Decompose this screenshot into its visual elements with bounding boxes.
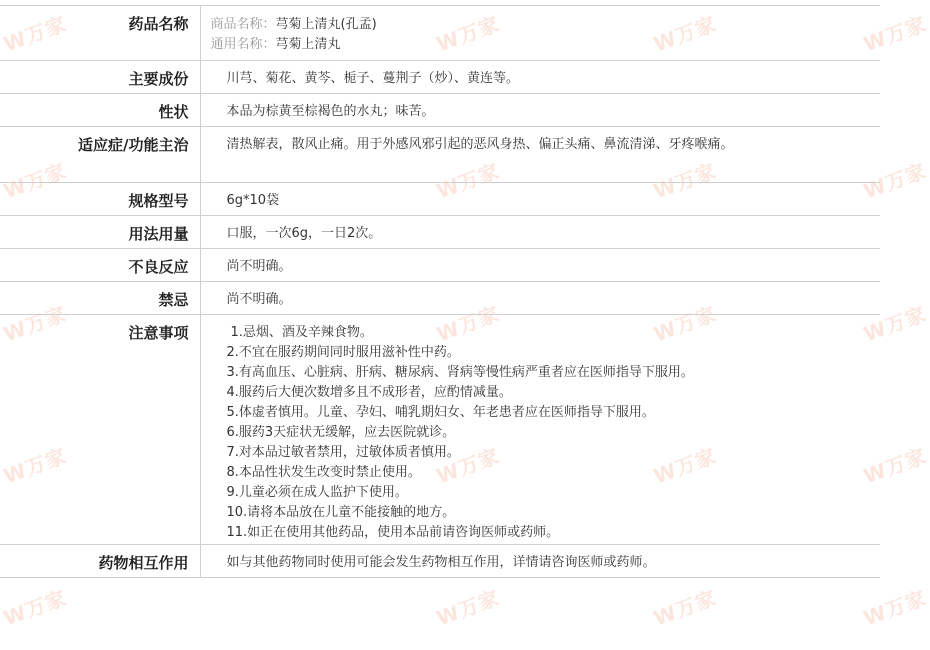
label-usage: 用法用量 (0, 216, 200, 249)
value-ingredients: 川芎、菊花、黄芩、栀子、蔓荆子（炒）、黄连等。 (200, 61, 880, 94)
watermark: W万家 (433, 301, 503, 347)
label-drug-name: 药品名称 (0, 6, 200, 61)
value-adverse: 尚不明确。 (200, 249, 880, 282)
value-interactions: 如与其他药物同时使用可能会发生药物相互作用，详情请咨询医师或药师。 (200, 545, 880, 578)
value-drug-name (200, 6, 880, 61)
list-item: 2.不宜在服药期间同时服用滋补性中药。 (226, 345, 460, 360)
watermark: W万家 (860, 585, 930, 631)
label-adverse: 不良反应 (0, 249, 200, 282)
list-item: 11.如正在使用其他药品，使用本品前请咨询医师或药师。 (226, 525, 560, 540)
row-properties (0, 94, 880, 127)
value-precautions (200, 315, 880, 545)
generic-name-line (211, 35, 881, 55)
value-contraindications: 尚不明确。 (200, 282, 880, 315)
list-item: 3.有高血压、心脏病、肝病、糖尿病、肾病等慢性病严重者应在医师指导下服用。 (226, 365, 694, 380)
value-indications: 清热解表，散风止痛。用于外感风邪引起的恶风身热、偏正头痛、鼻流清涕、牙疼喉痛。 (200, 127, 880, 183)
list-item: 1.忌烟、酒及辛辣食物。 (230, 325, 373, 340)
value-spec: 6g*10袋 (200, 183, 880, 216)
watermark: W万家 (860, 11, 930, 57)
watermark: W万家 (433, 585, 503, 631)
list-item: 6.服药3天症状无缓解，应去医院就诊。 (226, 425, 456, 440)
label-precautions: 注意事项 (0, 315, 200, 545)
row-spec (0, 183, 880, 216)
label-contraindications: 禁忌 (0, 282, 200, 315)
watermark: W万家 (0, 443, 70, 489)
watermark: W万家 (860, 443, 930, 489)
list-item: 8.本品性状发生改变时禁止使用。 (226, 465, 421, 480)
label-properties: 性状 (0, 94, 200, 127)
generic-name-value: 芎菊上清丸 (275, 37, 341, 52)
label-interactions: 药物相互作用 (0, 545, 200, 578)
watermark: W万家 (0, 11, 70, 57)
watermark: W万家 (650, 301, 720, 347)
watermark: W万家 (650, 11, 720, 57)
row-adverse (0, 249, 880, 282)
list-item: 7.对本品过敏者禁用，过敏体质者慎用。 (226, 445, 460, 460)
watermark: W万家 (650, 443, 720, 489)
watermark: W万家 (433, 158, 503, 204)
label-ingredients: 主要成份 (0, 61, 200, 94)
row-usage (0, 216, 880, 249)
label-indications: 适应症/功能主治 (0, 127, 200, 183)
watermark: W万家 (0, 158, 70, 204)
watermark: W万家 (860, 158, 930, 204)
trade-name-value: 芎菊上清丸(孔孟) (275, 17, 377, 32)
row-indications (0, 127, 880, 183)
watermark: W万家 (433, 443, 503, 489)
list-item: 9.儿童必须在成人监护下使用。 (226, 485, 408, 500)
watermark: W万家 (433, 11, 503, 57)
watermark: W万家 (650, 158, 720, 204)
label-spec: 规格型号 (0, 183, 200, 216)
trade-name-line (211, 15, 881, 35)
row-drug-name (0, 6, 880, 61)
row-ingredients (0, 61, 880, 94)
watermark: W万家 (650, 585, 720, 631)
row-precautions (0, 315, 880, 545)
watermark: W万家 (0, 585, 70, 631)
drug-spec-table (0, 5, 880, 578)
list-item: 5.体虚者慎用。儿童、孕妇、哺乳期妇女、年老患者应在医师指导下服用。 (226, 405, 655, 420)
trade-name-label: 商品名称： (210, 17, 276, 32)
generic-name-label: 通用名称： (210, 37, 276, 52)
value-usage: 口服，一次6g，一日2次。 (200, 216, 880, 249)
row-interactions (0, 545, 880, 578)
list-item: 10.请将本品放在儿童不能接触的地方。 (226, 505, 456, 520)
watermark: W万家 (860, 301, 930, 347)
watermark: W万家 (0, 301, 70, 347)
row-contraindications (0, 282, 880, 315)
value-properties: 本品为棕黄至棕褐色的水丸；味苦。 (200, 94, 880, 127)
list-item: 4.服药后大便次数增多且不成形者，应酌情减量。 (226, 385, 512, 400)
